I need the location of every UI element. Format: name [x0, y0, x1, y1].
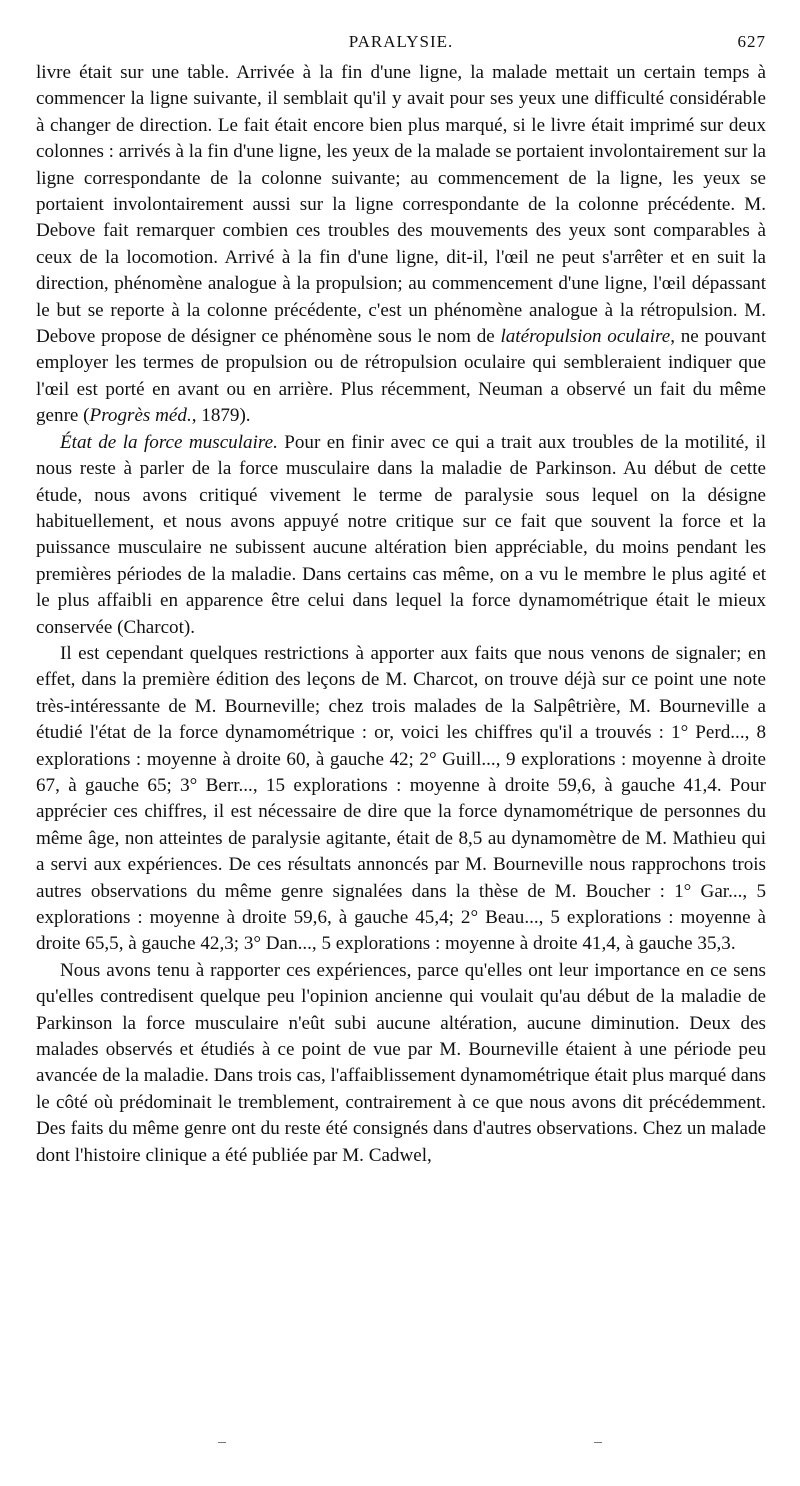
paragraph-1 [36, 60, 766, 430]
running-title: PARALYSIE. [348, 32, 454, 51]
body-text [36, 60, 766, 1169]
section-heading-italic: État de la force musculaire. [60, 431, 278, 453]
page-number: 627 [737, 32, 766, 51]
paragraph-1-text-c: , 1879). [191, 405, 251, 427]
running-head [36, 32, 766, 60]
paragraph-2 [36, 430, 766, 641]
paragraph-4: Nous avons tenu à rapporter ces expériences, parce qu'elles ont leur importance en ce sens qu'elles contredisent quelque peu l'opinion ancienne qui voulait qu'au début de la maladie de Parkinson la force musculaire n'eût subi aucune altération, aucune diminution. Deux des malades observés et étudiés à ce point de vue par M. Bourneville étaient à une période peu avancée de la maladie. Dans trois cas, l'affaiblissement dynamométrique était plus marqué dans le côté où prédominait le tremblement, contrairement à ce que nous avons dit précédemment. Des faits du même genre ont du reste été consignés dans d'autres observations. Chez un malade dont l'histoire clinique a été publiée par M. Cadwel, [36, 959, 766, 1166]
paragraph-1-text-b: , ne pouvant employer les termes de propulsion ou de rétropulsion oculaire qui sembleraient indiquer que l'œil est porté en avant ou en arrière. Plus récemment, Neuman a observé un fait du même genre ( [36, 326, 766, 427]
paragraph-3: Il est cependant quelques restrictions à apporter aux faits que nous venons de signaler; en effet, dans la première édition des leçons de M. Charcot, on trouve déjà sur ce point une note très-intéressante de M. Bourneville; chez trois malades de la Salpêtrière, M. Bourneville a étudié l'état de la force dynamométrique : or, voici les chiffres qu'il a trouvés : 1° Perd..., 8 explorations : moyenne à droite 60, à gauche 42; 2° Guill..., 9 explorations : moyenne à droite 67, à gauche 65; 3° Berr..., 15 explorations : moyenne à droite 59,6, à gauche 41,4. Pour apprécier ces chiffres, il est nécessaire de dire que la force dynamométrique de personnes du même âge, non atteintes de paralysie agitante, était de 8,5 au dynamomètre de M. Mathieu qui a servi aux expériences. De ces résultats annoncés par M. Bourneville nous rapprochons trois autres observations du même genre signalées dans la thèse de M. Boucher : 1° Gar..., 5 explorations : moyenne à droite 59,6, à gauche 45,4; 2° Beau..., 5 explorations : moyenne à droite 65,5, à gauche 42,3; 3° Dan..., 5 explorations : moyenne à droite 41,4, à gauche 35,3. [36, 642, 766, 955]
paragraph-1-text-a: livre était sur une table. Arrivée à la fin d'une ligne, la malade mettait un certain temps à commencer la ligne suivante, il semblait qu'il y avait pour ses yeux une difficulté considérable à changer de direction. Le fait était encore bien plus marqué, si le livre était imprimé sur deux colonnes : arrivés à la fin d'une ligne, les yeux de la malade se portaient involontairement sur la ligne correspondante de la colonne suivante; au commencement de la ligne, les yeux se portaient involontairement aussi sur la ligne correspondante de la colonne précédente. M. Debove fait remarquer combien ces troubles des mouvements des yeux sont comparables à ceux de la locomotion. Arrivé à la fin d'une ligne, dit-il, l'œil ne peut s'arrêter et en suit la direction, phénomène analogue à la propulsion; au commencement d'une ligne, l'œil dépassant le but se reporte à la colonne précédente, c'est un phénomène analogue à la rétropulsion. M. Debove propose de désigner ce phénomène sous le nom de [36, 62, 766, 348]
footer-dash-left [218, 1442, 226, 1443]
footer-marks [0, 1442, 800, 1450]
italic-term: latéropulsion oculaire [500, 326, 671, 348]
italic-citation: Progrès méd. [89, 405, 192, 427]
paragraph-2-text: Pour en finir avec ce qui a trait aux troubles de la motilité, il nous reste à parler de la force musculaire dans la maladie de Parkinson. Au début de cette étude, nous avons critiqué vivement le terme de paralysie sous lequel on la désigne habituellement, et nous avons appuyé notre critique sur ce fait que souvent la force et la puissance musculaire ne subissent aucune altération bien appréciable, du moins pendant les premières périodes de la maladie. Dans certains cas même, on a vu le membre le plus agité et le plus affaibli en apparence être celui dans lequel la force dynamométrique était le mieux conservée (Charcot). [36, 431, 766, 638]
document-page [36, 32, 766, 1169]
footer-dash-right [594, 1442, 602, 1443]
